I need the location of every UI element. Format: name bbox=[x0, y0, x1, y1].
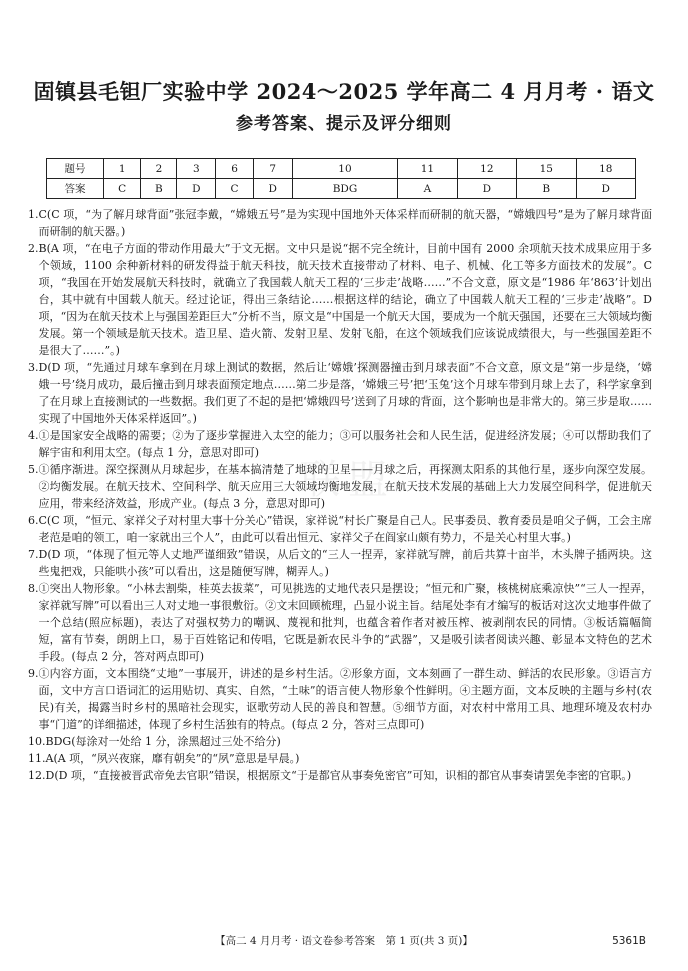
item-number: 5. bbox=[28, 463, 39, 476]
exam-subtitle: 参考答案、提示及评分细则 bbox=[236, 114, 452, 134]
item-text: ①是国家安全战略的需要；②为了逐步掌握进入太空的能力；③可以服务社会和人民生活，促进经济发展；④可以帮助我们了解宇宙和利用太空。(每点 1 分，意思对即可) bbox=[38, 429, 652, 459]
question-number-cell: 7 bbox=[253, 159, 292, 179]
answer-item bbox=[28, 733, 652, 750]
item-text: BDG(每涂对一处给 1 分，涂黑超过三处不给分) bbox=[45, 735, 281, 748]
answer-cell: BDG bbox=[292, 179, 398, 199]
item-text: C(C 项，“为了解月球背面”张冠李戴，“嫦娥五号”是为实现中国地外天体采样而研制的航天器，“嫦娥四号”是为了解月球背面而研制的航天器。) bbox=[38, 208, 652, 238]
header-label-cell: 题号 bbox=[47, 159, 104, 179]
answer-label-cell: 答案 bbox=[47, 179, 104, 199]
item-text: D(D 项，“先通过月球车拿到在月球上测试的数据，然后让‘嫦娥’探测器撞击到月球表面”不合文意，原文是“第一步是绕，‘嫦娥一号’绕月成功，最后撞击到月球表面预定地点……第二步是落，‘嫦娥三号’把‘玉兔’这个月球车带到月球上去了，科学家拿到了在月球上直接测试的一些数据。我们更了不起的是把‘嫦娥四号’送到了月球的背面，这个影响也是非常大的。第三步是取……实现了中国地外天体采样返回”。) bbox=[38, 361, 652, 425]
item-number: 7. bbox=[28, 548, 39, 561]
question-number-cell: 10 bbox=[292, 159, 398, 179]
answer-cell: A bbox=[398, 179, 457, 199]
item-text: ①内容方面，文本围绕“丈地”一事展开，讲述的是乡村生活。②形象方面，文本刻画了一群生动、鲜活的农民形象。③语言方面，文中方言口语词汇的运用贴切、真实、自然，“土味”的语言使人物形象个性鲜明。④主题方面，文本反映的主题与乡村(农民)有关，揭露当时乡村的黑暗社会现实，讴歌劳动人民的善良和智慧。⑤细节方面，对农村中常用工具、地理环境及农村办事“门道”的详细描述，体现了乡村生活独有的特点。(每点 2 分，答对三点即可) bbox=[38, 667, 652, 731]
question-number-cell: 3 bbox=[177, 159, 216, 179]
question-number-cell: 18 bbox=[576, 159, 636, 179]
answer-item bbox=[28, 512, 652, 546]
item-number: 4. bbox=[28, 429, 39, 442]
answer-table-header-row bbox=[47, 159, 636, 179]
answer-cell: D bbox=[457, 179, 516, 199]
item-number: 9. bbox=[28, 667, 39, 680]
answer-cell: B bbox=[141, 179, 177, 199]
answer-item bbox=[28, 240, 652, 359]
answer-cell: C bbox=[216, 179, 253, 199]
item-number: 6. bbox=[28, 514, 39, 527]
item-text: ①循序渐进。深空探测从月球起步，在基本搞清楚了地球的卫星——月球之后，再探测太阳系的其他行星，逐步向深空发展。②均衡发展。在航天技术、空间科学、航天应用三大领域均衡地发展，在航天技术发展的基础上大力发展空间科学，促进航天应用，带来经济效益，形成产业。(每点 3 分，意思对即可) bbox=[38, 463, 652, 510]
answer-item bbox=[28, 767, 652, 784]
question-number-cell: 11 bbox=[398, 159, 457, 179]
answer-cell: D bbox=[253, 179, 292, 199]
item-number: 2. bbox=[28, 242, 39, 255]
question-number-cell: 2 bbox=[141, 159, 177, 179]
answer-item bbox=[28, 461, 652, 512]
answer-cell: C bbox=[104, 179, 141, 199]
answer-table bbox=[46, 158, 636, 199]
answer-table-answer-row bbox=[47, 179, 636, 199]
answer-item bbox=[28, 546, 652, 580]
item-text: ①突出人物形象。“小林去割柴，桂英去拔菜”，可见挑选的丈地代表只是摆设；“恒元和广聚，核桃树底乘凉快”“三人一捏弄，家祥就写牌”可以看出三人对丈地一事很敷衍。②文末回顾梳理，凸显小说主旨。结尾处李有才编写的板话对这次丈地事件做了一个总结(照应标题)，表达了对强权势力的嘲讽、蔑视和批判，也蕴含着作者对被压榨、被剥削农民的同情。③板话篇幅简短，富有节奏，朗朗上口，易于百姓铭记和传唱，它既是新农民斗争的“武器”，又是吸引读者阅读兴趣、彰显本文特色的艺术手段。(每点 2 分，答对两点即可) bbox=[38, 582, 652, 663]
item-text: C(C 项，“恒元、家祥父子对村里大事十分关心”错误，家祥说“村长广聚是自己人。民事委员、教育委员是咱父子俩，工会主席老范是咱的领工，咱一家就出三个人”，由此可以看出恒元、家祥父子在阎家山颇有势力，不是关心村里大事。) bbox=[38, 514, 652, 544]
question-number-cell: 1 bbox=[104, 159, 141, 179]
item-number: 3. bbox=[28, 361, 39, 374]
item-text: D(D 项，“直接被晋武帝免去官职”错误，根据原文“于是都官从事奏免密官”可知，识相的都官从事奏请罢免李密的官职。) bbox=[45, 769, 632, 782]
item-number: 12. bbox=[28, 769, 46, 782]
answer-item bbox=[28, 665, 652, 733]
answer-cell: B bbox=[517, 179, 576, 199]
answer-cell: D bbox=[177, 179, 216, 199]
item-number: 1. bbox=[28, 208, 39, 221]
paper-code: 5361B bbox=[612, 935, 646, 947]
answer-item bbox=[28, 750, 652, 767]
answer-item bbox=[28, 580, 652, 665]
answer-explanations bbox=[28, 206, 652, 784]
question-number-cell: 6 bbox=[216, 159, 253, 179]
watermark: 联盟 bbox=[300, 457, 396, 503]
page-footer: 【高二 4 月月考 · 语文卷参考答案 第 1 页(共 3 页)】 bbox=[215, 935, 473, 947]
question-number-cell: 15 bbox=[517, 159, 576, 179]
item-number: 10. bbox=[28, 735, 46, 748]
item-text: D(D 项，“体现了恒元等人丈地严谨细致”错误，从后文的“三人一捏弄，家祥就写牌，前后共算十亩半，木头牌子插两块。这些鬼把戏，只能哄小孩”可以看出，这是随便写牌，糊弄人。) bbox=[38, 548, 652, 578]
item-text: B(A 项，“在电子方面的带动作用最大”于文无据。文中只是说“据不完全统计，目前中国有 2000 余项航天技术成果应用于多个领域，1100 余种新材料的研发得益于航天科技，航天技术直接带动了材料、电子、机械、化工等多方面技术的发展”。C 项，“我国在开始发展航天科技时，就确立了我国载人航天工程的‘三步走’战略……”不合文意，原文是“1986 年‘863’计划出台，其中就有中国载人航天。经过论证，得出三条结论……根据这样的结论，确立了中国载人航天工程的‘三步走’战略”。D 项，“因为在航天技术上与强国差距巨大”分析不当，原文是“中国是一个航天大国，要成为一个航天强国，还要在三大领域均衡发展。第一个领域是航天技术。造卫星、造火箭、发射卫星、发射飞船，在这个领域我们应该说成绩很大，与一些强国差距不是很大了……”。) bbox=[38, 242, 652, 357]
answer-cell: D bbox=[576, 179, 636, 199]
question-number-cell: 12 bbox=[457, 159, 516, 179]
item-number: 8. bbox=[28, 582, 39, 595]
answer-item bbox=[28, 427, 652, 461]
exam-title: 固镇县毛钽厂实验中学 2024～2025 学年高二 4 月月考 · 语文 bbox=[33, 79, 655, 104]
answer-item bbox=[28, 359, 652, 427]
item-number: 11. bbox=[28, 752, 46, 765]
item-text: A(A 项，“夙兴夜寐，靡有朝矣”的“夙”意思是早晨。) bbox=[45, 752, 300, 765]
answer-item bbox=[28, 206, 652, 240]
